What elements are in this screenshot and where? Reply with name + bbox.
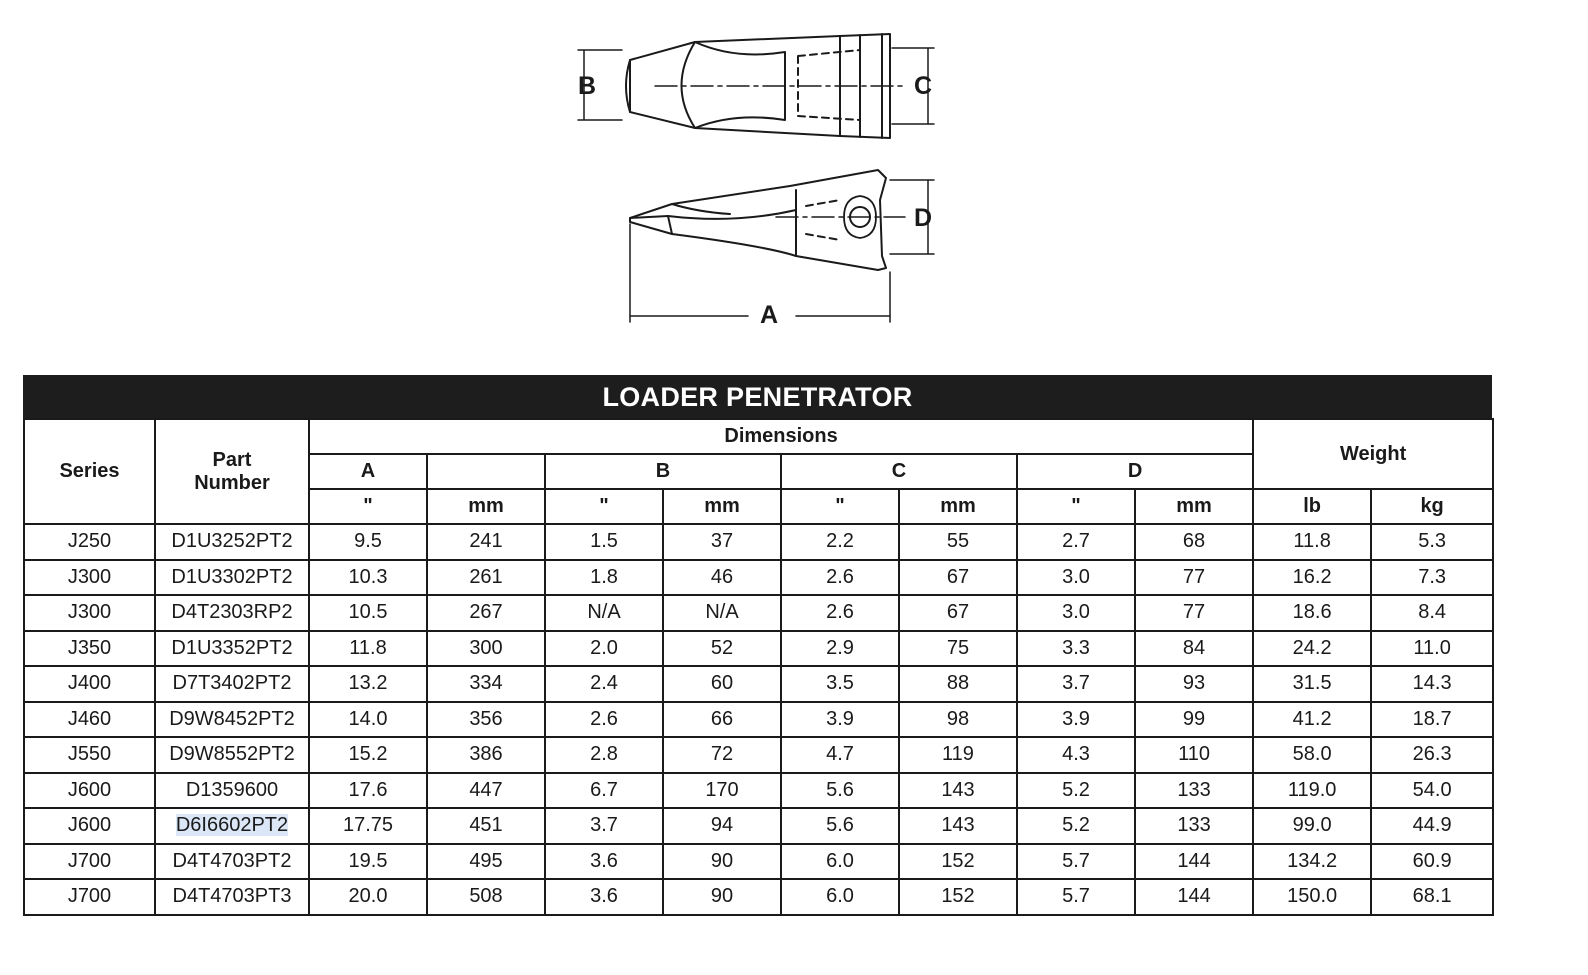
- weight-kg-cell: 68.1: [1371, 879, 1493, 915]
- unit-header: ": [309, 489, 427, 524]
- a-in-cell: 20.0: [309, 879, 427, 915]
- weight-kg-cell: 7.3: [1371, 560, 1493, 596]
- weight-lb-cell: 31.5: [1253, 666, 1371, 702]
- d-in-cell: 5.2: [1017, 773, 1135, 809]
- table-row: [24, 702, 1493, 738]
- weight-kg-cell: 14.3: [1371, 666, 1493, 702]
- weight-lb-cell: 18.6: [1253, 595, 1371, 631]
- b-in-cell: 3.7: [545, 808, 663, 844]
- c-mm-cell: 88: [899, 666, 1017, 702]
- table-title: LOADER PENETRATOR: [23, 375, 1492, 418]
- part-number-cell: D4T4703PT3: [155, 879, 309, 915]
- unit-header: mm: [899, 489, 1017, 524]
- d-mm-cell: 77: [1135, 560, 1253, 596]
- spec-table-wrap: [23, 375, 1492, 916]
- label-d: D: [914, 204, 933, 232]
- a-in-cell: 14.0: [309, 702, 427, 738]
- b-in-cell: 1.8: [545, 560, 663, 596]
- header-dim-c: C: [781, 454, 1017, 489]
- unit-header: ": [781, 489, 899, 524]
- weight-lb-cell: 119.0: [1253, 773, 1371, 809]
- c-in-cell: 2.6: [781, 595, 899, 631]
- a-in-cell: 11.8: [309, 631, 427, 667]
- a-in-cell: 9.5: [309, 524, 427, 560]
- c-mm-cell: 143: [899, 808, 1017, 844]
- a-mm-cell: 241: [427, 524, 545, 560]
- a-mm-cell: 508: [427, 879, 545, 915]
- c-mm-cell: 152: [899, 879, 1017, 915]
- header-weight: Weight: [1253, 419, 1493, 489]
- part-number-cell: D1U3252PT2: [155, 524, 309, 560]
- header-dimensions: Dimensions: [309, 419, 1253, 454]
- series-cell: J300: [24, 560, 155, 596]
- c-in-cell: 2.9: [781, 631, 899, 667]
- c-in-cell: 4.7: [781, 737, 899, 773]
- c-mm-cell: 75: [899, 631, 1017, 667]
- unit-header: mm: [663, 489, 781, 524]
- b-mm-cell: 72: [663, 737, 781, 773]
- b-in-cell: N/A: [545, 595, 663, 631]
- part-number-cell: D1U3352PT2: [155, 631, 309, 667]
- b-mm-cell: 60: [663, 666, 781, 702]
- series-cell: J550: [24, 737, 155, 773]
- a-in-cell: 19.5: [309, 844, 427, 880]
- part-number-cell: D1359600: [155, 773, 309, 809]
- b-in-cell: 6.7: [545, 773, 663, 809]
- table-row: [24, 560, 1493, 596]
- d-in-cell: 5.2: [1017, 808, 1135, 844]
- table-row: [24, 844, 1493, 880]
- header-dim-d: D: [1017, 454, 1253, 489]
- a-in-cell: 17.6: [309, 773, 427, 809]
- label-b: B: [578, 72, 597, 100]
- a-mm-cell: 451: [427, 808, 545, 844]
- series-cell: J350: [24, 631, 155, 667]
- top-view: [578, 34, 934, 138]
- a-mm-cell: 447: [427, 773, 545, 809]
- table-row: [24, 524, 1493, 560]
- d-mm-cell: 68: [1135, 524, 1253, 560]
- c-in-cell: 5.6: [781, 808, 899, 844]
- b-in-cell: 3.6: [545, 844, 663, 880]
- table-row: [24, 737, 1493, 773]
- d-mm-cell: 99: [1135, 702, 1253, 738]
- b-mm-cell: 37: [663, 524, 781, 560]
- series-cell: J700: [24, 879, 155, 915]
- c-mm-cell: 143: [899, 773, 1017, 809]
- c-mm-cell: 67: [899, 595, 1017, 631]
- a-mm-cell: 267: [427, 595, 545, 631]
- weight-kg-cell: 11.0: [1371, 631, 1493, 667]
- part-number-cell: D9W8452PT2: [155, 702, 309, 738]
- weight-kg-cell: 26.3: [1371, 737, 1493, 773]
- b-in-cell: 2.6: [545, 702, 663, 738]
- c-in-cell: 2.6: [781, 560, 899, 596]
- b-mm-cell: 66: [663, 702, 781, 738]
- header-part-line1: Part: [212, 448, 252, 471]
- d-mm-cell: 84: [1135, 631, 1253, 667]
- c-mm-cell: 98: [899, 702, 1017, 738]
- weight-kg-cell: 44.9: [1371, 808, 1493, 844]
- series-cell: J300: [24, 595, 155, 631]
- series-cell: J700: [24, 844, 155, 880]
- table-row: [24, 666, 1493, 702]
- b-in-cell: 2.0: [545, 631, 663, 667]
- header-part-number: [155, 419, 309, 524]
- b-mm-cell: 170: [663, 773, 781, 809]
- label-a: A: [760, 301, 779, 329]
- d-in-cell: 3.3: [1017, 631, 1135, 667]
- table-row: [24, 808, 1493, 844]
- b-in-cell: 2.8: [545, 737, 663, 773]
- d-mm-cell: 77: [1135, 595, 1253, 631]
- weight-lb-cell: 11.8: [1253, 524, 1371, 560]
- d-in-cell: 5.7: [1017, 844, 1135, 880]
- d-in-cell: 3.0: [1017, 595, 1135, 631]
- b-in-cell: 1.5: [545, 524, 663, 560]
- weight-kg-cell: 60.9: [1371, 844, 1493, 880]
- weight-lb-cell: 24.2: [1253, 631, 1371, 667]
- d-in-cell: 3.0: [1017, 560, 1135, 596]
- part-number-cell: D4T2303RP2: [155, 595, 309, 631]
- table-row: [24, 773, 1493, 809]
- tooth-drawing: [560, 20, 960, 340]
- c-mm-cell: 152: [899, 844, 1017, 880]
- a-mm-cell: 261: [427, 560, 545, 596]
- c-in-cell: 6.0: [781, 879, 899, 915]
- b-in-cell: 2.4: [545, 666, 663, 702]
- b-mm-cell: 46: [663, 560, 781, 596]
- d-in-cell: 4.3: [1017, 737, 1135, 773]
- d-mm-cell: 144: [1135, 879, 1253, 915]
- b-in-cell: 3.6: [545, 879, 663, 915]
- d-mm-cell: 133: [1135, 808, 1253, 844]
- table-body: [24, 524, 1493, 915]
- b-mm-cell: 90: [663, 844, 781, 880]
- table-row: [24, 595, 1493, 631]
- weight-lb-cell: 150.0: [1253, 879, 1371, 915]
- unit-header: mm: [1135, 489, 1253, 524]
- table-row: [24, 631, 1493, 667]
- weight-kg-cell: 18.7: [1371, 702, 1493, 738]
- b-mm-cell: 90: [663, 879, 781, 915]
- series-cell: J460: [24, 702, 155, 738]
- a-mm-cell: 495: [427, 844, 545, 880]
- side-view: [630, 170, 934, 322]
- unit-header: ": [545, 489, 663, 524]
- b-mm-cell: 94: [663, 808, 781, 844]
- d-in-cell: 2.7: [1017, 524, 1135, 560]
- c-in-cell: 6.0: [781, 844, 899, 880]
- unit-header: mm: [427, 489, 545, 524]
- table-row: [24, 879, 1493, 915]
- label-c: C: [914, 72, 933, 100]
- d-mm-cell: 110: [1135, 737, 1253, 773]
- a-mm-cell: 386: [427, 737, 545, 773]
- a-mm-cell: 334: [427, 666, 545, 702]
- weight-lb-cell: 58.0: [1253, 737, 1371, 773]
- header-dim-a: A: [309, 454, 427, 489]
- series-cell: J600: [24, 773, 155, 809]
- series-cell: J600: [24, 808, 155, 844]
- part-number-cell: D4T4703PT2: [155, 844, 309, 880]
- unit-header: ": [1017, 489, 1135, 524]
- part-number-cell: D1U3302PT2: [155, 560, 309, 596]
- c-in-cell: 3.9: [781, 702, 899, 738]
- d-in-cell: 3.9: [1017, 702, 1135, 738]
- c-in-cell: 3.5: [781, 666, 899, 702]
- series-cell: J250: [24, 524, 155, 560]
- d-mm-cell: 93: [1135, 666, 1253, 702]
- b-mm-cell: 52: [663, 631, 781, 667]
- part-number-cell: D7T3402PT2: [155, 666, 309, 702]
- c-mm-cell: 119: [899, 737, 1017, 773]
- weight-kg-cell: 8.4: [1371, 595, 1493, 631]
- part-number-cell: D9W8552PT2: [155, 737, 309, 773]
- a-in-cell: 13.2: [309, 666, 427, 702]
- d-mm-cell: 133: [1135, 773, 1253, 809]
- a-mm-cell: 300: [427, 631, 545, 667]
- weight-lb-cell: 134.2: [1253, 844, 1371, 880]
- weight-kg-cell: 54.0: [1371, 773, 1493, 809]
- b-mm-cell: N/A: [663, 595, 781, 631]
- selected-text: D6I6602PT2: [175, 814, 289, 837]
- c-mm-cell: 55: [899, 524, 1017, 560]
- a-in-cell: 10.3: [309, 560, 427, 596]
- a-mm-cell: 356: [427, 702, 545, 738]
- d-in-cell: 5.7: [1017, 879, 1135, 915]
- header-dim-a-blank: [427, 454, 545, 489]
- spec-table: [23, 418, 1494, 916]
- unit-header: kg: [1371, 489, 1493, 524]
- c-in-cell: 2.2: [781, 524, 899, 560]
- header-part-line2: Number: [194, 471, 270, 494]
- a-in-cell: 15.2: [309, 737, 427, 773]
- a-in-cell: 17.75: [309, 808, 427, 844]
- d-mm-cell: 144: [1135, 844, 1253, 880]
- header-series: Series: [24, 419, 155, 524]
- c-mm-cell: 67: [899, 560, 1017, 596]
- header-dim-b: B: [545, 454, 781, 489]
- series-cell: J400: [24, 666, 155, 702]
- weight-lb-cell: 16.2: [1253, 560, 1371, 596]
- unit-header: lb: [1253, 489, 1371, 524]
- c-in-cell: 5.6: [781, 773, 899, 809]
- weight-kg-cell: 5.3: [1371, 524, 1493, 560]
- d-in-cell: 3.7: [1017, 666, 1135, 702]
- weight-lb-cell: 99.0: [1253, 808, 1371, 844]
- tooth-diagram: [560, 20, 960, 340]
- a-in-cell: 10.5: [309, 595, 427, 631]
- part-number-cell: [155, 808, 309, 844]
- weight-lb-cell: 41.2: [1253, 702, 1371, 738]
